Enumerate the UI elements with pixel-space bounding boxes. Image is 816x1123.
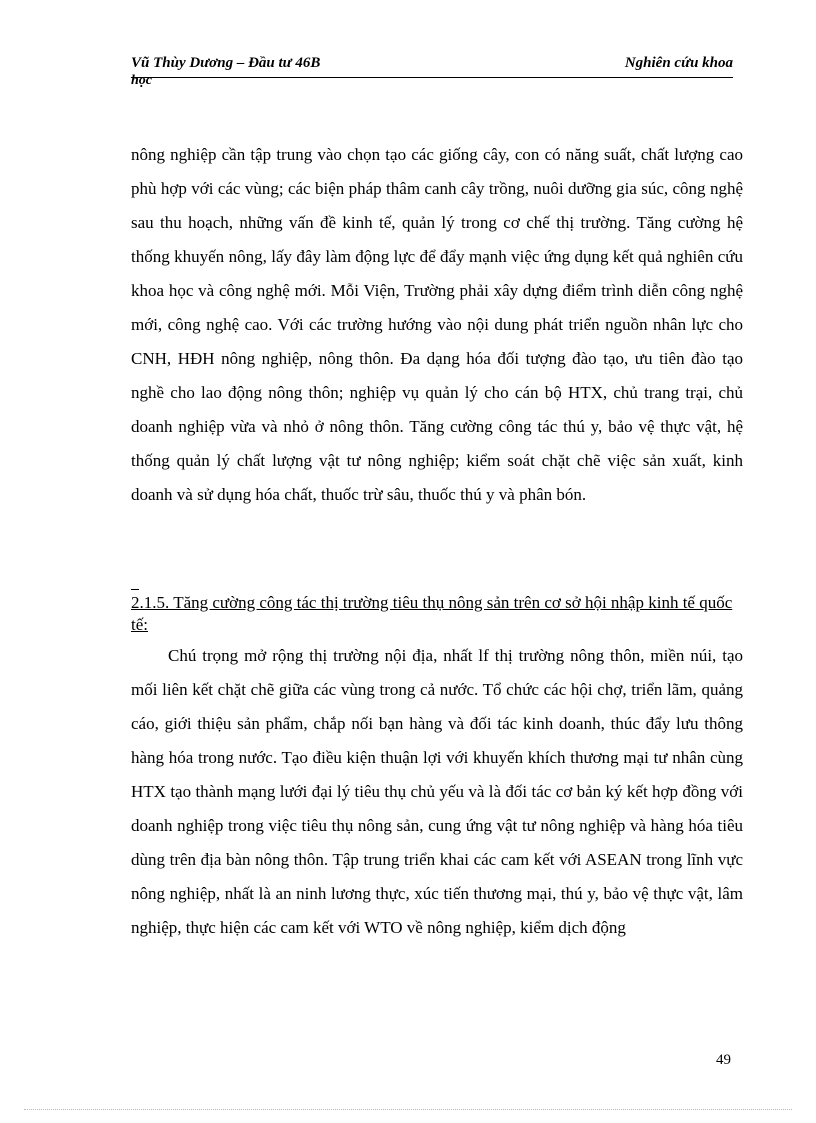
header-title: Nghiên cứu khoa (624, 55, 733, 71)
page-bottom-border (24, 1109, 792, 1110)
header-rule (131, 77, 733, 78)
header-title-continued: học (131, 73, 152, 88)
header-author: Vũ Thùy Dương – Đầu tư 46B (131, 55, 321, 71)
paragraph-1: nông nghiệp cần tập trung vào chọn tạo các giống cây, con có năng suất, chất lượng cao phù hợp với các vùng; các biện pháp thâm canh cây trồng, nuôi dưỡng gia súc, công nghệ sau thu hoạch, những vấn đề kinh tế, quản lý trong cơ chế thị trường. Tăng cường hệ thống khuyến nông, lấy đây làm động lực để đẩy mạnh việc ứng dụng kết quả nghiên cứu khoa học và công nghệ mới. Mỗi Viện, Trường phải xây dựng điểm trình diễn công nghệ mới, công nghệ cao. Với các trường hướng vào nội dung phát triển nguồn nhân lực cho CNH, HĐH nông nghiệp, nông thôn. Đa dạng hóa đối tượng đào tạo, ưu tiên đào tạo nghề cho lao động nông thôn; nghiệp vụ quản lý cho cán bộ HTX, chủ trang trại, chủ doanh nghiệp vừa và nhỏ ở nông thôn. Tăng cường công tác thú y, bảo vệ thực vật, hệ thống quản lý chất lượng vật tư nông nghiệp; kiểm soát chặt chẽ việc sản xuất, kinh doanh và sử dụng hóa chất, thuốc trừ sâu, thuốc thú y và phân bón. (131, 145, 743, 504)
page-header (131, 54, 733, 90)
section-heading: 2.1.5. Tăng cường công tác thị trường tiêu thụ nông sản trên cơ sở hội nhập kinh tế quốc tế: (131, 593, 733, 634)
page-number: 49 (716, 1052, 731, 1068)
heading-marker (131, 589, 139, 590)
paragraph-2: Chú trọng mở rộng thị trường nội địa, nhất lf thị trường nông thôn, miền núi, tạo mối liên kết chặt chẽ giữa các vùng trong cả nước. Tổ chức các hội chợ, triển lãm, quảng cáo, giới thiệu sản phẩm, chắp nối bạn hàng và đối tác kinh doanh, thúc đẩy lưu thông hàng hóa trong nước. Tạo điều kiện thuận lợi với khuyến khích thương mại tư nhân cùng HTX tạo thành mạng lưới đại lý tiêu thụ chủ yếu và là đối tác cơ bản ký kết hợp đồng với doanh nghiệp trong việc tiêu thụ nông sản, cung ứng vật tư nông nghiệp và hàng hóa tiêu dùng trên địa bàn nông thôn. Tập trung triển khai các cam kết với ASEAN trong lĩnh vực nông nghiệp, nhất là an ninh lương thực, xúc tiến thương mại, thú y, bảo vệ thực vật, lâm nghiệp, thực hiện các cam kết với WTO về nông nghiệp, kiểm dịch động (131, 646, 743, 937)
